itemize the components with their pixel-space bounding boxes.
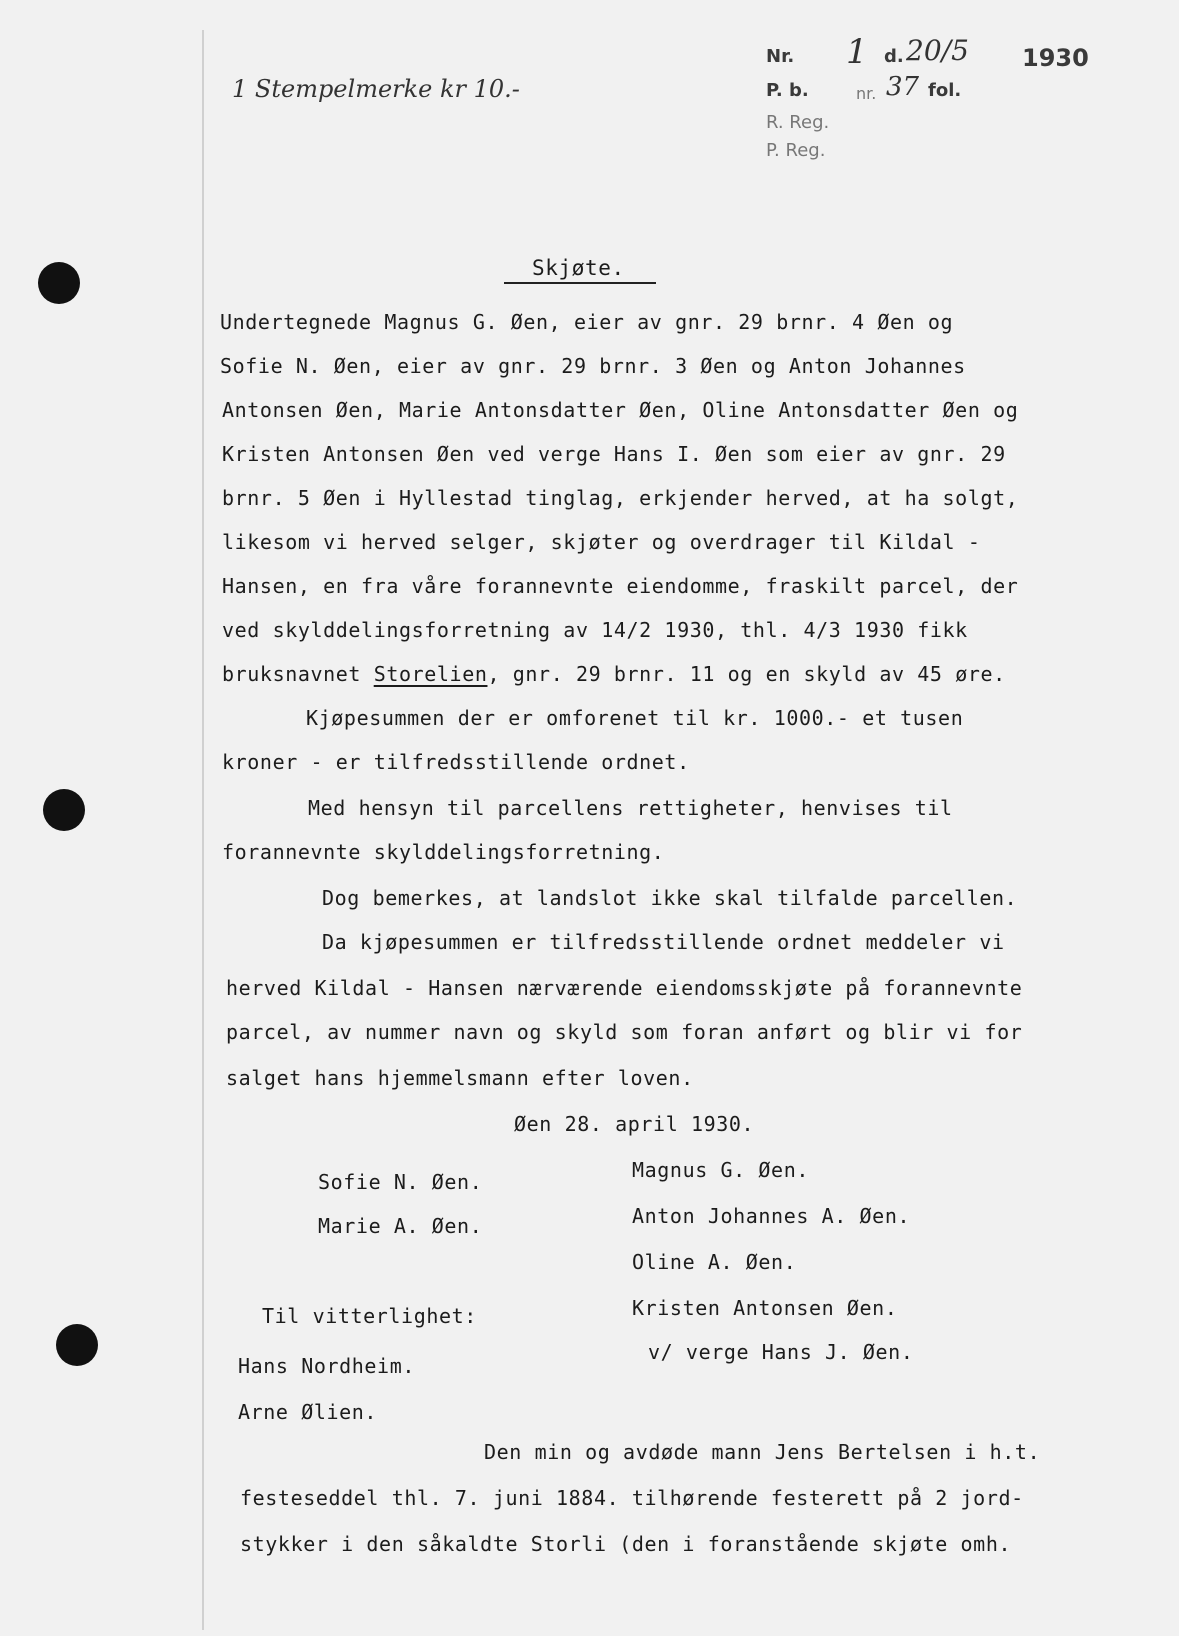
signature-right: Oline A. Øen. (632, 1250, 797, 1274)
body-line-property-name (222, 662, 1006, 686)
witness-name: Arne Ølien. (238, 1400, 378, 1424)
pb-nr-value: 37 (886, 72, 920, 102)
pb-nr-label: nr. (856, 84, 877, 103)
title-underline (504, 282, 656, 284)
body-line: brnr. 5 Øen i Hyllestad tinglag, erkjender herved, at ha solgt, (222, 486, 1019, 510)
signature-left: Marie A. Øen. (318, 1214, 483, 1238)
body-line: parcel, av nummer navn og skyld som foran anført og blir vi for (226, 1020, 1023, 1044)
registration-year-print: 1930 (1022, 44, 1089, 72)
margin-rule (202, 30, 204, 1630)
body-line: ved skylddelingsforretning av 14/2 1930, thl. 4/3 1930 fikk (222, 618, 968, 642)
body-line: Hansen, en fra våre forannevnte eiendomme, fraskilt parcel, der (222, 574, 1019, 598)
place-date: Øen 28. april 1930. (514, 1112, 755, 1136)
punch-hole-bottom (56, 1324, 98, 1366)
signature-right: v/ verge Hans J. Øen. (648, 1340, 914, 1364)
purchase-price-line: Kjøpesummen der er omforenet til kr. 1000.- et tusen (306, 706, 964, 730)
body-line: kroner - er tilfredsstillende ordnet. (222, 750, 690, 774)
body-text: bruksnavnet (222, 662, 374, 686)
p-reg-label: P. Reg. (766, 140, 826, 161)
signature-left: Sofie N. Øen. (318, 1170, 483, 1194)
signature-right: Anton Johannes A. Øen. (632, 1204, 911, 1228)
nr-label: Nr. (766, 46, 795, 67)
body-line: Antonsen Øen, Marie Antonsdatter Øen, Oline Antonsdatter Øen og (222, 398, 1019, 422)
fol-label: fol. (928, 80, 962, 101)
property-name: Storelien (373, 662, 488, 686)
nr-value: 1 (846, 32, 868, 72)
body-line: Med hensyn til parcellens rettigheter, henvises til (308, 796, 953, 820)
signature-right: Kristen Antonsen Øen. (632, 1296, 898, 1320)
witness-label: Til vitterlighet: (262, 1304, 477, 1328)
body-line: Sofie N. Øen, eier av gnr. 29 brnr. 3 Øen og Anton Johannes (220, 354, 966, 378)
body-line: Kristen Antonsen Øen ved verge Hans I. Øen som eier av gnr. 29 (222, 442, 1006, 466)
body-line: salget hans hjemmelsmann efter loven. (226, 1066, 694, 1090)
punch-hole-middle (43, 789, 85, 831)
body-line: Dog bemerkes, at landslot ikke skal tilfalde parcellen. (322, 886, 1018, 910)
registration-date: 20/5 (906, 34, 969, 67)
witness-name: Hans Nordheim. (238, 1354, 415, 1378)
body-text: , gnr. 29 brnr. 11 og en skyld av 45 øre. (487, 662, 1006, 686)
date-label: d. (884, 46, 904, 67)
r-reg-label: R. Reg. (766, 112, 830, 133)
signature-right: Magnus G. Øen. (632, 1158, 809, 1182)
handwritten-stamp-reference: 1 Stempelmerke kr 10.- (232, 75, 520, 103)
closing-line: festeseddel thl. 7. juni 1884. tilhørende festerett på 2 jord- (240, 1486, 1024, 1510)
body-line: likesom vi herved selger, skjøter og overdrager til Kildal - (222, 530, 981, 554)
body-line: herved Kildal - Hansen nærværende eiendomsskjøte på forannevnte (226, 976, 1023, 1000)
closing-line: Den min og avdøde mann Jens Bertelsen i h.t. (484, 1440, 1041, 1464)
closing-line: stykker i den såkaldte Storli (den i foranstående skjøte omh. (240, 1532, 1012, 1556)
punch-hole-top (38, 262, 80, 304)
body-line: forannevnte skylddelingsforretning. (222, 840, 665, 864)
pb-label: P. b. (766, 80, 809, 101)
body-line: Undertegnede Magnus G. Øen, eier av gnr. 29 brnr. 4 Øen og (220, 310, 954, 334)
body-line: Da kjøpesummen er tilfredsstillende ordnet meddeler vi (322, 930, 1005, 954)
document-title: Skjøte. (532, 256, 625, 280)
